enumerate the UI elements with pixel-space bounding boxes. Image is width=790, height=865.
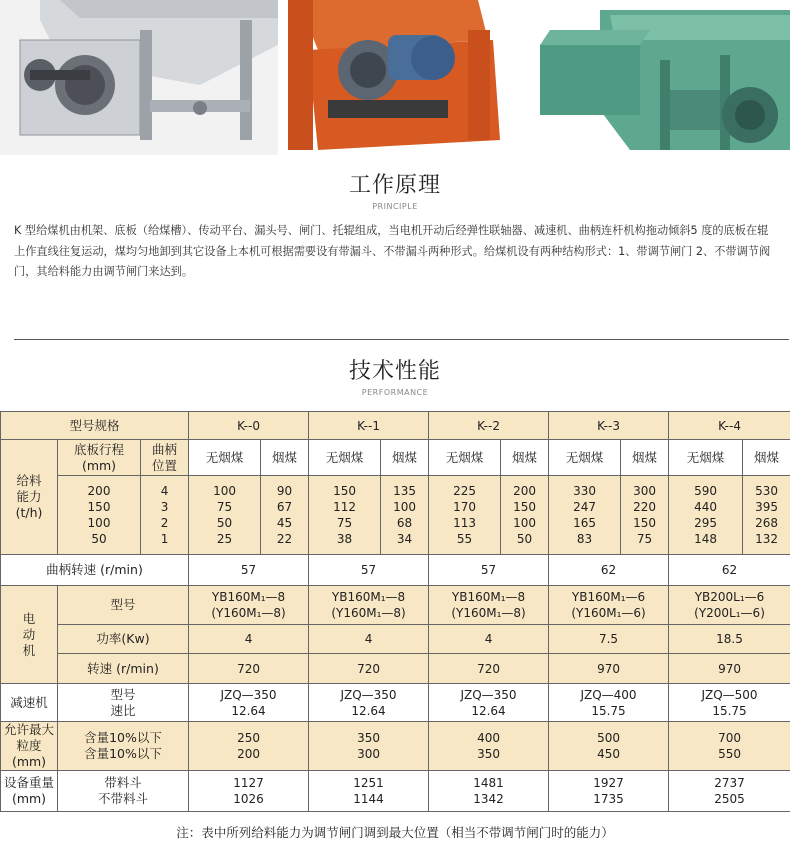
bituminous-header: 烟煤: [381, 440, 429, 476]
smokeless-header: 无烟煤: [309, 440, 381, 476]
capacity-k1-smokeless: 150 112 75 38: [309, 476, 381, 555]
motor-model-k3: YB160M₁—6 (Y160M₁—6): [549, 586, 669, 625]
model-k3: K--3: [549, 412, 669, 440]
stroke-values: 200 150 100 50: [58, 476, 141, 555]
smokeless-header: 无烟煤: [549, 440, 621, 476]
model-k2: K--2: [429, 412, 549, 440]
table-row-motor-speed: [1, 654, 790, 684]
capacity-k4-smokeless: 590 440 295 148: [669, 476, 743, 555]
smokeless-header: 无烟煤: [669, 440, 743, 476]
power-k1: 4: [309, 625, 429, 654]
table-footnote: 注：表中所列给料能力为调节闸门调到最大位置（相当不带调节闸门时的能力）: [176, 825, 614, 840]
granularity-label: 允许最大 粒度(mm): [1, 722, 58, 771]
reducer-k4: JZQ—500 15.75: [669, 684, 790, 722]
motor-speed-label: 转速 (r/min): [58, 654, 189, 684]
section-subtitle-principle: PRINCIPLE: [372, 202, 418, 211]
reducer-sub-label: 型号 速比: [58, 684, 189, 722]
principle-description: K 型给煤机由机架、底板（给煤槽）、传动平台、漏头号、闸门、托辊组成，当电机开动后经弹性联轴器、减速机、曲柄连杆机构拖动倾斜5 度的底板在辊上作直线往复运动，煤均匀地卸到其它设备上本机可根据需要设有带漏斗、不带漏斗两种形式。给煤机设有两种结构形式：1、带调节闸门 2、不带调节阀门，其给料能力由调节闸门来达到。: [14, 224, 771, 278]
smokeless-header: 无烟煤: [429, 440, 501, 476]
motor-speed-k0: 720: [189, 654, 309, 684]
motor-model-label: 型号: [58, 586, 189, 625]
capacity-k3-smokeless: 330 247 165 83: [549, 476, 621, 555]
bituminous-header: 烟煤: [501, 440, 549, 476]
motor-model-k1: YB160M₁—8 (Y160M₁—8): [309, 586, 429, 625]
section-divider: [14, 339, 789, 340]
reducer-k3: JZQ—400 15.75: [549, 684, 669, 722]
crank-position-header: 曲柄 位置: [141, 440, 189, 476]
table-row-motor-model: [1, 586, 790, 625]
table-row-motor-power: [1, 625, 790, 654]
weight-k2: 1481 1342: [429, 771, 549, 812]
capacity-label: 给料 能力 (t/h): [1, 440, 58, 555]
bituminous-header: 烟煤: [261, 440, 309, 476]
table-row-coal-types: [1, 440, 790, 476]
motor-speed-k3: 970: [549, 654, 669, 684]
weight-k0: 1127 1026: [189, 771, 309, 812]
granularity-k4: 700 550: [669, 722, 790, 771]
model-spec-label: 型号规格: [1, 412, 189, 440]
crank-speed-k2: 57: [429, 555, 549, 586]
power-k3: 7.5: [549, 625, 669, 654]
capacity-k3-bituminous: 300 220 150 75: [621, 476, 669, 555]
reducer-label: 减速机: [1, 684, 58, 722]
weight-label: 设备重量 (mm): [1, 771, 58, 812]
motor-speed-k4: 970: [669, 654, 790, 684]
granularity-k3: 500 450: [549, 722, 669, 771]
power-k0: 4: [189, 625, 309, 654]
motor-model-k0: YB160M₁—8 (Y160M₁—8): [189, 586, 309, 625]
weight-k3: 1927 1735: [549, 771, 669, 812]
motor-model-k4: YB200L₁—6 (Y200L₁—6): [669, 586, 790, 625]
weight-k4: 2737 2505: [669, 771, 790, 812]
section-title-principle: 工作原理: [348, 173, 441, 198]
crank-speed-k0: 57: [189, 555, 309, 586]
crank-speed-k4: 62: [669, 555, 790, 586]
granularity-sub-label: 含量10%以下 含量10%以下: [58, 722, 189, 771]
crank-speed-label: 曲柄转速 (r/min): [1, 555, 189, 586]
photo-green-coal-feeder: [540, 0, 790, 155]
table-row-capacity: [1, 476, 790, 555]
photo-orange-coal-feeder: [278, 0, 500, 155]
capacity-k4-bituminous: 530 395 268 132: [743, 476, 790, 555]
model-k4: K--4: [669, 412, 790, 440]
capacity-k0-bituminous: 90 67 45 22: [261, 476, 309, 555]
product-photos: [0, 0, 790, 155]
table-row-crank-speed: [1, 555, 790, 586]
granularity-k1: 350 300: [309, 722, 429, 771]
bituminous-header: 烟煤: [743, 440, 790, 476]
motor-speed-k2: 720: [429, 654, 549, 684]
model-k1: K--1: [309, 412, 429, 440]
model-k0: K--0: [189, 412, 309, 440]
power-k2: 4: [429, 625, 549, 654]
power-label: 功率(Kw): [58, 625, 189, 654]
motor-model-k2: YB160M₁—8 (Y160M₁—8): [429, 586, 549, 625]
table-row-models: [1, 412, 790, 440]
reducer-k0: JZQ—350 12.64: [189, 684, 309, 722]
granularity-k2: 400 350: [429, 722, 549, 771]
weight-sub-label: 带料斗 不带料斗: [58, 771, 189, 812]
section-subtitle-performance: PERFORMANCE: [361, 388, 429, 397]
granularity-k0: 250 200: [189, 722, 309, 771]
performance-table: [0, 411, 790, 812]
crank-speed-k3: 62: [549, 555, 669, 586]
bituminous-header: 烟煤: [621, 440, 669, 476]
capacity-k2-bituminous: 200 150 100 50: [501, 476, 549, 555]
photo-grey-coal-feeder: [0, 0, 278, 155]
table-row-weight: [1, 771, 790, 812]
reducer-k2: JZQ—350 12.64: [429, 684, 549, 722]
power-k4: 18.5: [669, 625, 790, 654]
reducer-k1: JZQ—350 12.64: [309, 684, 429, 722]
weight-k1: 1251 1144: [309, 771, 429, 812]
table-row-granularity: [1, 722, 790, 771]
motor-label: 电 动 机: [1, 586, 58, 684]
stroke-header: 底板行程 (mm): [58, 440, 141, 476]
section-title-performance: 技术性能: [348, 359, 441, 384]
crank-position-values: 4 3 2 1: [141, 476, 189, 555]
table-row-reducer: [1, 684, 790, 722]
capacity-k2-smokeless: 225 170 113 55: [429, 476, 501, 555]
capacity-k1-bituminous: 135 100 68 34: [381, 476, 429, 555]
motor-speed-k1: 720: [309, 654, 429, 684]
crank-speed-k1: 57: [309, 555, 429, 586]
capacity-k0-smokeless: 100 75 50 25: [189, 476, 261, 555]
smokeless-header: 无烟煤: [189, 440, 261, 476]
